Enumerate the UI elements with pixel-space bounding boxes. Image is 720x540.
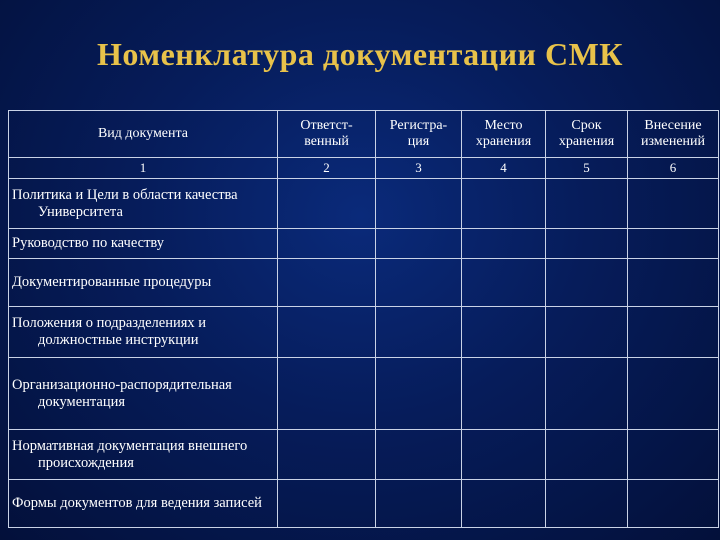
doc-type-cell: Формы документов для ведения записей [9, 480, 278, 528]
empty-cell [628, 358, 719, 430]
empty-cell [376, 358, 462, 430]
empty-cell [278, 480, 376, 528]
header-doc-type: Вид документа [9, 111, 278, 158]
table-row [9, 480, 719, 528]
empty-cell [628, 229, 719, 259]
empty-cell [546, 179, 628, 229]
doc-type-cell: Положения о подразделениях и должностные инструкции [9, 307, 278, 358]
header-responsible: Ответст- венный [278, 111, 376, 158]
empty-cell [376, 179, 462, 229]
table-row [9, 358, 719, 430]
empty-cell [376, 259, 462, 307]
empty-cell [546, 307, 628, 358]
empty-cell [628, 480, 719, 528]
empty-cell [462, 259, 546, 307]
doc-type-cell: Организационно-распорядительная документация [9, 358, 278, 430]
header-registration: Регистра- ция [376, 111, 462, 158]
empty-cell [462, 307, 546, 358]
empty-cell [462, 229, 546, 259]
empty-cell [546, 229, 628, 259]
empty-cell [462, 179, 546, 229]
slide-title: Номенклатура документации СМК [97, 36, 623, 72]
empty-cell [376, 229, 462, 259]
header-row [9, 111, 719, 158]
column-number: 4 [462, 158, 546, 179]
empty-cell [462, 358, 546, 430]
empty-cell [546, 480, 628, 528]
table-row [9, 179, 719, 229]
doc-type-cell: Политика и Цели в области качества Университета [9, 179, 278, 229]
empty-cell [278, 229, 376, 259]
table-row [9, 430, 719, 480]
empty-cell [278, 358, 376, 430]
header-storage-place: Место хранения [462, 111, 546, 158]
column-number: 6 [628, 158, 719, 179]
empty-cell [628, 430, 719, 480]
column-number: 3 [376, 158, 462, 179]
empty-cell [376, 430, 462, 480]
column-number: 5 [546, 158, 628, 179]
table-row [9, 229, 719, 259]
empty-cell [546, 259, 628, 307]
header-changes: Внесение изменений [628, 111, 719, 158]
empty-cell [546, 358, 628, 430]
doc-type-cell: Руководство по качеству [9, 229, 278, 259]
doc-type-cell: Документированные процедуры [9, 259, 278, 307]
empty-cell [628, 307, 719, 358]
empty-cell [278, 430, 376, 480]
empty-cell [546, 430, 628, 480]
nomenclature-table [8, 110, 719, 528]
empty-cell [376, 307, 462, 358]
empty-cell [628, 179, 719, 229]
number-row [9, 158, 719, 179]
table-row [9, 259, 719, 307]
doc-type-cell: Нормативная документация внешнего происхождения [9, 430, 278, 480]
column-number: 1 [9, 158, 278, 179]
empty-cell [278, 179, 376, 229]
empty-cell [628, 259, 719, 307]
table-row [9, 307, 719, 358]
empty-cell [462, 480, 546, 528]
empty-cell [376, 480, 462, 528]
column-number: 2 [278, 158, 376, 179]
empty-cell [462, 430, 546, 480]
header-storage-period: Срок хранения [546, 111, 628, 158]
empty-cell [278, 307, 376, 358]
empty-cell [278, 259, 376, 307]
